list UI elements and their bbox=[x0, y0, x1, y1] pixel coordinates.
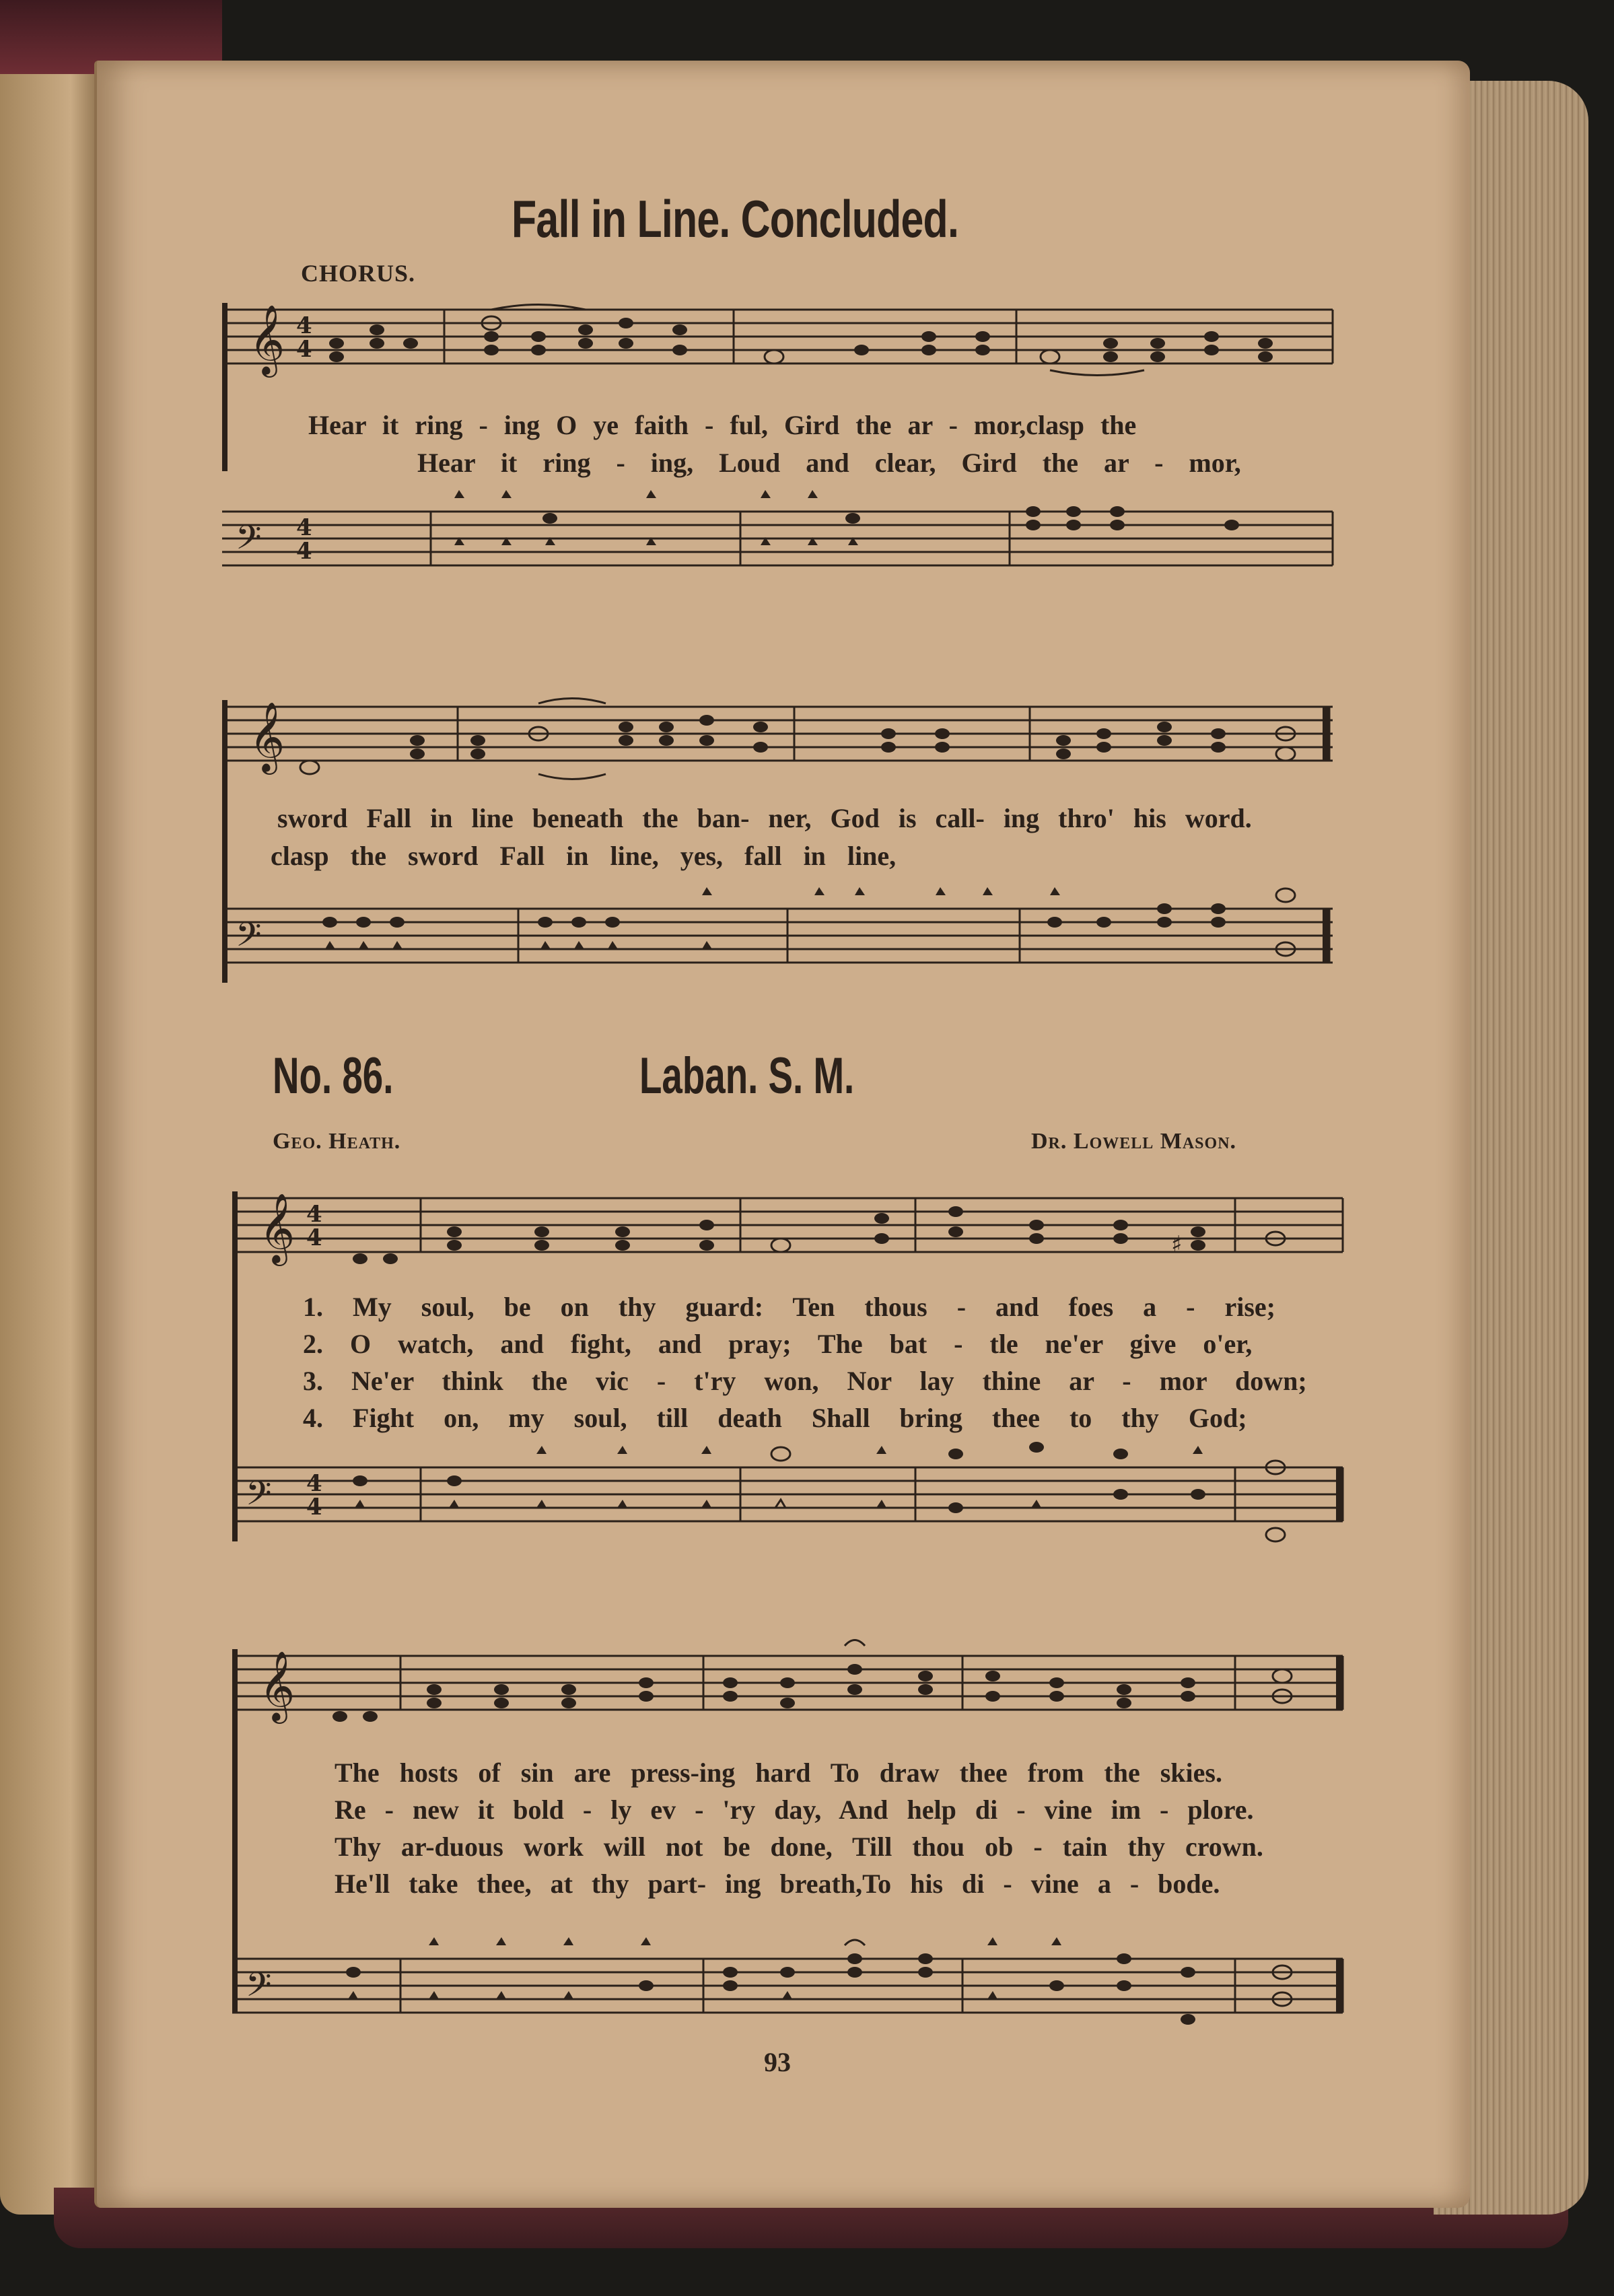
verse-1-part-2: The hosts of sin are press-ing hard To draw thee from the skies. bbox=[335, 1758, 1222, 1788]
svg-text:4: 4 bbox=[296, 538, 312, 565]
svg-text:𝄞: 𝄞 bbox=[249, 304, 285, 375]
staff-chorus-2-treble bbox=[222, 693, 1339, 801]
hymn-number: No. 86. bbox=[273, 1047, 394, 1105]
chorus-label: CHORUS. bbox=[301, 260, 416, 287]
verse-2-part-1: 2. O watch, and fight, and pray; The bat - tle ne'er give o'er, bbox=[303, 1329, 1253, 1359]
chorus-lyric-2b: clasp the sword Fall in line, yes, fall in line, bbox=[271, 841, 897, 871]
verse-3-part-2: Thy ar-duous work will not be done, Till thou ob - tain thy crown. bbox=[335, 1832, 1263, 1862]
verse-1-part-1: 1. My soul, be on thy guard: Ten thous - and foes a - rise; bbox=[303, 1292, 1276, 1322]
staff-laban-1-bass bbox=[232, 1454, 1349, 1589]
verse-3-part-1: 3. Ne'er think the vic - t'ry won, Nor lay thine ar - mor down; bbox=[303, 1366, 1307, 1396]
svg-text:♯: ♯ bbox=[1171, 1231, 1183, 1258]
hymn-title: Laban. S. M. bbox=[639, 1047, 855, 1105]
chorus-lyric-2a: sword Fall in line beneath the ban- ner, God is call- ing thro' his word. bbox=[277, 803, 1252, 833]
svg-text:4: 4 bbox=[306, 1470, 322, 1497]
svg-text:4: 4 bbox=[296, 336, 312, 363]
staff-chorus-2-bass bbox=[222, 895, 1339, 1003]
staff-laban-2-bass bbox=[232, 1945, 1349, 2053]
page-title: Fall in Line. Concluded. bbox=[512, 189, 959, 248]
svg-text:𝄢: 𝄢 bbox=[246, 1965, 272, 2013]
page-number: 93 bbox=[764, 2047, 791, 2077]
staff-chorus-1-bass bbox=[222, 498, 1339, 606]
verse-4-part-2: He'll take thee, at thy part- ing breath,To his di - vine a - bode. bbox=[335, 1869, 1220, 1899]
staff-laban-2-treble bbox=[232, 1642, 1349, 1750]
svg-text:𝄢: 𝄢 bbox=[236, 518, 262, 565]
svg-text:4: 4 bbox=[306, 1224, 322, 1251]
svg-text:𝄞: 𝄞 bbox=[259, 1193, 295, 1263]
svg-text:𝄞: 𝄞 bbox=[259, 1650, 295, 1721]
verse-4-part-1: 4. Fight on, my soul, till death Shall bring thee to thy God; bbox=[303, 1403, 1247, 1433]
svg-text:4: 4 bbox=[306, 1494, 322, 1521]
svg-text:𝄢: 𝄢 bbox=[246, 1474, 272, 1521]
chorus-lyric-1a: Hear it ring - ing O ye faith - ful, Gird the ar - mor,clasp the bbox=[308, 410, 1137, 440]
verse-2-part-2: Re - new it bold - ly ev - 'ry day, And help di - vine im - plore. bbox=[335, 1795, 1254, 1825]
svg-text:𝄞: 𝄞 bbox=[249, 701, 285, 772]
staff-chorus-1-treble bbox=[222, 296, 1339, 404]
hymn-composer: Dr. Lowell Mason. bbox=[1031, 1129, 1237, 1154]
chorus-lyric-1b: Hear it ring - ing, Loud and clear, Gird the ar - mor, bbox=[417, 448, 1241, 478]
svg-text:4: 4 bbox=[296, 514, 312, 541]
svg-text:4: 4 bbox=[296, 312, 312, 339]
staff-laban-1-treble bbox=[232, 1185, 1349, 1292]
hymn-lyricist: Geo. Heath. bbox=[273, 1129, 401, 1154]
left-page-edge bbox=[0, 54, 101, 2215]
svg-text:4: 4 bbox=[306, 1201, 322, 1228]
svg-text:𝄢: 𝄢 bbox=[236, 915, 262, 963]
